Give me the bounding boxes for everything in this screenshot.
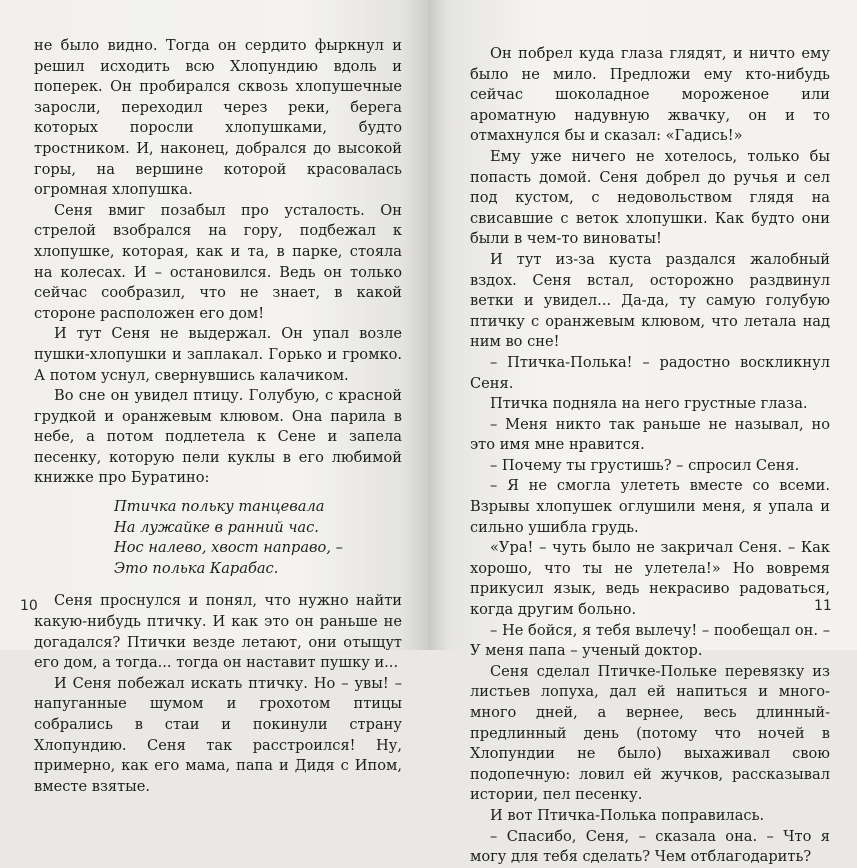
- poem-line: На лужайке в ранний час.: [114, 518, 319, 536]
- paragraph: И вот Птичка-Полька поправилась.: [490, 806, 765, 824]
- paragraph: Сеня сделал Птичке-Польке перевязку из листьев лопуха, дал ей напиться и много-много дней, а вернее, весь длинный-предлинный день (потому что ночей в Хлопундии не было) выхаживал свою подопечную: ловил ей жучков, рассказывал истории, пел песенку.: [470, 662, 830, 804]
- poem-line: Птичка польку танцевала: [114, 498, 325, 516]
- paragraph: Во сне он увидел птицу. Голубую, с красной грудкой и оранжевым клювом. Она парила в небе, а потом подлетела к Сене и запела песенку, которую пели куклы в его любимой книжке про Буратино:: [34, 387, 402, 487]
- dialogue-line: – Не бойся, я тебя вылечу! – пообещал он. – У меня папа – ученый доктор.: [470, 621, 830, 660]
- dialogue-line: – Спасибо, Сеня, – сказала она. – Что я могу для тебя сделать? Чем отблагодарить?: [470, 827, 830, 866]
- poem-line: Нос налево, хвост направо, –: [114, 539, 343, 557]
- page-number-right: 11: [814, 598, 832, 614]
- dialogue-line: – Меня никто так раньше не называл, но это имя мне нравится.: [470, 415, 830, 454]
- right-page: [428, 0, 857, 866]
- poem-line: Это полька Карабас.: [114, 559, 279, 577]
- left-page: [0, 0, 428, 795]
- paragraph: Сеня вмиг позабыл про усталость. Он стрелой взобрался на гору, подбежал к хлопушке, которая, как и та, в парке, стояла на колесах. И – остановился. Ведь он только сейчас сообразил, что не знает, в какой стороне расположен его дом!: [34, 201, 402, 322]
- paragraph: Ему уже ничего не хотелось, только бы попасть домой. Сеня добрел до ручья и сел под кустом, с недовольством глядя на свисавшие с веток хлопушки. Как будто они были в чем-то виноваты!: [470, 147, 830, 248]
- paragraph: И Сеня побежал искать птичку. Но – увы! – напуганные шумом и грохотом птицы собрались в стаи и покинули страну Хлопундию. Сеня так расстроился! Ну, примерно, как его мама, папа и Дидя с Ипом, вместе взятые.: [34, 674, 402, 795]
- paragraph: И тут из-за куста раздался жалобный вздох. Сеня встал, осторожно раздвинул ветки и увидел... Да-да, ту самую голубую птичку с оранжевым клювом, что летала над ним во сне!: [470, 250, 830, 351]
- poem: [114, 497, 402, 579]
- left-page-text: [34, 36, 402, 797]
- paragraph: Он побрел куда глаза глядят, и ничто ему было не мило. Предложи ему кто-нибудь сейчас шоколадное мороженое или ароматную надувную жвачку, он и то отмахнулся бы и сказал: «Гадись!»: [470, 45, 830, 145]
- paragraph: Сеня проснулся и понял, что нужно найти какую-нибудь птичку. И как это он раньше не догадался? Птички везде летают, они отыщут его дом, а тогда... тогда он наставит пушку и...: [34, 592, 402, 672]
- paragraph: Птичка подняла на него грустные глаза.: [490, 395, 808, 413]
- page-number-left: 10: [20, 598, 38, 614]
- paragraph: «Ура! – чуть было не закричал Сеня. – Как хорошо, что ты не улетела!» Но вовремя прикусил язык, ведь некрасиво радоваться, когда другим больно.: [470, 539, 830, 619]
- dialogue-line: – Птичка-Полька! – радостно воскликнул Сеня.: [470, 353, 830, 392]
- paragraph: И тут Сеня не выдержал. Он упал возле пушки-хлопушки и заплакал. Горько и громко. А потом уснул, свернувшись калачиком.: [34, 325, 402, 384]
- dialogue-line: – Почему ты грустишь? – спросил Сеня.: [490, 456, 800, 474]
- paragraph: не было видно. Тогда он сердито фыркнул и решил исходить всю Хлопундию вдоль и поперек. Он пробирался сквозь хлопушечные заросли, переходил через реки, берега которых поросли хлопушками, будто тростником. И, наконец, добрался до высокой горы, на вершине которой красовалась огромная хлопушка.: [34, 37, 402, 199]
- right-page-text: [470, 44, 830, 868]
- dialogue-line: – Я не смогла улететь вместе со всеми. Взрывы хлопушек оглушили меня, я упала и сильно ушибла грудь.: [470, 477, 830, 536]
